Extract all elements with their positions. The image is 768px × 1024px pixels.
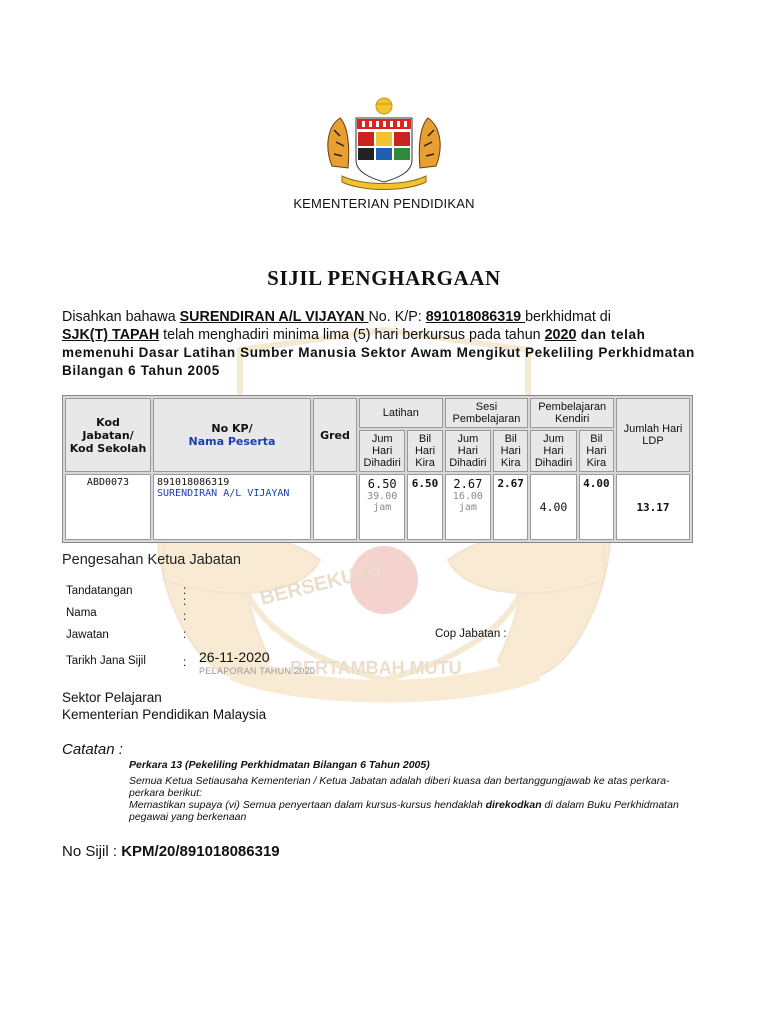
label-tandatangan: Tandatangan [66,585,133,597]
cell-nama: SURENDIRAN A/L VIJAYAN [157,488,290,499]
cell-nokp: 891018086319 [157,477,230,488]
header-jumlah: Jumlah Hari LDP [616,398,690,472]
cell-latihan-bil: 6.50 [407,474,442,540]
certificate-number-label: No Sijil : [62,843,122,860]
participant-kp: 891018086319 [425,309,526,325]
colon-tarikh: : [183,657,187,669]
header-nama: Nama Peserta [188,435,276,448]
watermark-scroll-left-text: BERSEKUTU [257,558,384,610]
served-text: berkhidmat di [525,309,611,325]
sesi-jum-value: 2.67 [453,477,483,491]
catatan-paragraph-1: Semua Ketua Setiausaha Kementerian / Ketua Jabatan adalah diberi kuasa dan bertanggungjawab ke atas perkara-perkara berikut: [129,775,670,799]
certificate-statement [62,309,712,380]
latihan-jam-value: 39.00 [367,491,398,502]
sector-name: Sektor Pelajaran [62,690,162,705]
cell-sesi-bil: 2.67 [493,474,528,540]
colon-jawatan: : [183,629,187,641]
cell-latihan-jum [359,474,405,540]
cell-kendiri-jum: 4.00 [530,474,576,540]
header-sesi: Sesi Pembelajaran [445,398,529,428]
cell-jumlah: 13.17 [616,474,690,540]
statement-mid: telah menghadiri minima lima (5) hari berkursus pada tahun [159,327,545,343]
header-nokp: No KP/ [211,422,253,435]
colon-nama: : [183,611,187,623]
course-year: 2020 [544,327,577,343]
header-sesi-bil: Bil Hari Kira [493,430,528,472]
header-kendiri-bil: Bil Hari Kira [579,430,614,472]
header-gred: Gred [313,398,357,472]
label-nama: Nama [66,607,97,619]
pengesahan-heading: Pengesahan Ketua Jabatan [62,552,241,568]
cop-jabatan-label: Cop Jabatan : [435,628,507,640]
table-row [65,474,690,540]
reporting-year: PELAPORAN TAHUN 2020 [199,666,316,676]
certificate-title: SIJIL PENGHARGAAN [267,266,501,290]
label-tarikh: Tarikh Jana Sijil [66,655,146,667]
header-nokp-nama [153,398,311,472]
catatan-paragraph-2 [129,799,689,823]
header-latihan: Latihan [359,398,443,428]
school-name: SJK(T) TAPAH [62,327,160,343]
header-sesi-jum: Jum Hari Dihadiri [445,430,491,472]
header-kendiri: Pembelajaran Kendiri [530,398,614,428]
catatan-p2-bold: direkodkan [485,799,542,811]
certificate-number-value: KPM/20/891018086319 [121,843,280,860]
kp-label: No. K/P: [368,309,426,325]
label-jawatan: Jawatan [66,629,109,641]
cell-kod: ABD0073 [65,474,151,540]
sesi-jam-value: 16.00 [452,491,483,502]
ministry-full-name: Kementerian Pendidikan Malaysia [62,707,267,722]
cell-sesi-jum [445,474,491,540]
header-latihan-bil: Bil Hari Kira [407,430,442,472]
cell-kendiri-bil: 4.00 [579,474,614,540]
certificate-date: 26-11-2020 [199,649,270,665]
watermark-scroll-bottom-text: BERTAMBAH MUTU [290,658,462,678]
header-kod-jabatan: Kod Jabatan/ Kod Sekolah [65,398,151,472]
latihan-jam-unit: jam [373,502,392,513]
certificate-number [62,843,280,860]
header-kendiri-jum: Jum Hari Dihadiri [530,430,576,472]
colon-tandatangan: : [183,585,187,597]
catatan-p2-a: Memastikan supaya (vi) Semua penyertaan dalam kursus-kursus hendaklah [129,799,486,811]
catatan-label: Catatan : [62,741,123,758]
catatan-heading: Perkara 13 (Pekeliling Perkhidmatan Bilangan 6 Tahun 2005) [129,759,430,771]
training-summary-table [62,395,693,543]
sesi-jam-unit: jam [458,502,477,513]
colon-tandatangan-2: : [183,596,187,608]
coat-of-arms-logo [322,96,446,192]
cell-nokp-nama [153,474,311,540]
statement-prefix: Disahkan bahawa [62,309,180,325]
statement-tail: dan telah memenuhi Dasar Latihan Sumber Manusia Sektor Awam Mengikut Pekeliling Perkhidmatan Bilangan 6 Tahun 2005 [62,327,695,378]
participant-name: SURENDIRAN A/L VIJAYAN [179,309,369,325]
ministry-name: KEMENTERIAN PENDIDIKAN [293,196,475,211]
cell-gred [313,474,357,540]
header-latihan-jum: Jum Hari Dihadiri [359,430,405,472]
latihan-jum-value: 6.50 [367,477,397,491]
catatan-p2-c: di dalam Buku Perkhidmatan pegawai yang berkenaan [129,799,679,823]
